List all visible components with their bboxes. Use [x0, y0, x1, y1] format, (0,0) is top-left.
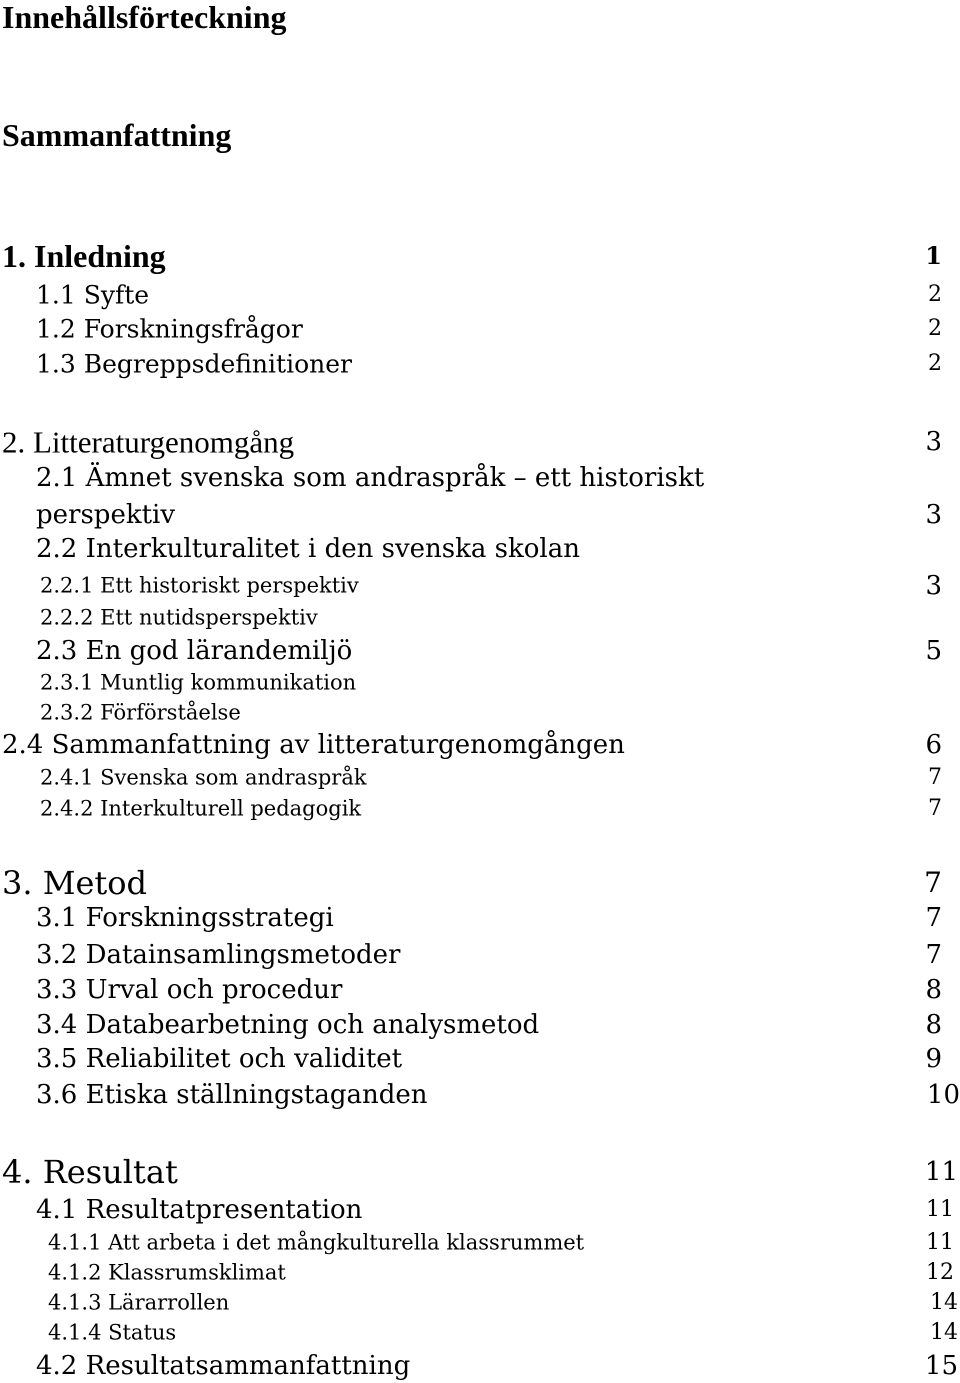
toc-page: 7 — [924, 866, 942, 899]
toc-label[interactable]: 4.1.4 Status — [48, 1320, 177, 1345]
toc-label[interactable]: 4.1.1 Att arbeta i det mångkulturella klassrummet — [48, 1230, 585, 1255]
toc-page: 9 — [925, 1044, 942, 1074]
toc-label[interactable]: 3.6 Etiska ställningstaganden — [36, 1080, 428, 1110]
toc-label[interactable]: 2.2 Interkulturalitet i den svenska skolan — [36, 534, 580, 564]
toc-page: 8 — [925, 1010, 942, 1040]
toc-label[interactable]: 3.5 Reliabilitet och validitet — [36, 1044, 403, 1074]
toc-label[interactable]: 4.2 Resultatsammanfattning — [36, 1351, 411, 1381]
toc-page: 2 — [928, 282, 942, 307]
toc-label[interactable]: 1.2 Forskningsfrågor — [36, 314, 303, 344]
toc-page: 14 — [930, 1290, 958, 1315]
toc-label[interactable]: 1.3 Begreppsdefinitioner — [36, 349, 352, 379]
toc-page: 11 — [924, 1157, 958, 1187]
toc-page: 7 — [925, 903, 942, 933]
toc-label[interactable]: perspektiv — [36, 500, 176, 530]
toc-page: 7 — [925, 940, 942, 970]
toc-page: 7 — [928, 765, 942, 790]
toc-label[interactable]: 1. Inledning — [2, 238, 166, 274]
toc-page: 3 — [925, 500, 942, 530]
toc-page: 3 — [925, 427, 942, 457]
toc-page: 12 — [926, 1260, 954, 1285]
toc-label[interactable]: 3.3 Urval och procedur — [36, 975, 343, 1005]
toc-page: 3 — [925, 571, 942, 601]
toc-label[interactable]: 2.4.2 Interkulturell pedagogik — [40, 796, 362, 821]
toc-label[interactable]: 2.2.2 Ett nutidsperspektiv — [40, 605, 318, 630]
toc-page: 5 — [925, 636, 942, 666]
toc-page: 11 — [926, 1197, 954, 1222]
toc-page: 10 — [926, 1080, 960, 1110]
toc-label[interactable]: 2.4 Sammanfattning av litteraturgenomgången — [2, 730, 625, 760]
toc-label[interactable]: 4.1.2 Klassrumsklimat — [48, 1260, 286, 1285]
toc-label[interactable]: 4. Resultat — [2, 1153, 178, 1191]
toc-label[interactable]: 1.1 Syfte — [36, 280, 150, 310]
toc-page: 15 — [924, 1351, 958, 1381]
toc-page: 2 — [928, 316, 942, 341]
summary-heading[interactable]: Sammanfattning — [2, 117, 232, 153]
toc-label[interactable]: 2.1 Ämnet svenska som andraspråk – ett historiskt — [36, 463, 705, 493]
toc-label[interactable]: 3.1 Forskningsstrategi — [36, 903, 334, 933]
toc-label[interactable]: 4.1.3 Lärarrollen — [48, 1290, 230, 1315]
toc-label[interactable]: 3.4 Databearbetning och analysmetod — [36, 1010, 540, 1040]
page-title: Innehållsförteckning — [2, 0, 287, 35]
toc-page: 11 — [926, 1230, 954, 1255]
toc-page: 6 — [925, 730, 942, 760]
toc-label[interactable]: 2.2.1 Ett historiskt perspektiv — [40, 573, 359, 598]
toc-label[interactable]: 2.3.1 Muntlig kommunikation — [40, 670, 357, 695]
toc-label[interactable]: 2.3.2 Förförståelse — [40, 700, 241, 725]
toc-label[interactable]: 3.2 Datainsamlingsmetoder — [36, 940, 401, 970]
toc-label[interactable]: 2.4.1 Svenska som andraspråk — [40, 765, 367, 790]
toc-page: 1 — [925, 241, 942, 270]
toc-page: 7 — [928, 796, 942, 821]
toc-label[interactable]: 3. Metod — [2, 864, 148, 902]
toc-label[interactable]: 2.3 En god lärandemiljö — [36, 636, 353, 666]
toc-label[interactable]: 2. Litteraturgenomgång — [2, 424, 295, 460]
toc-page: 8 — [925, 975, 942, 1005]
toc-page: 14 — [930, 1320, 958, 1345]
toc-page: 2 — [928, 351, 942, 376]
toc-label[interactable]: 4.1 Resultatpresentation — [36, 1195, 363, 1225]
